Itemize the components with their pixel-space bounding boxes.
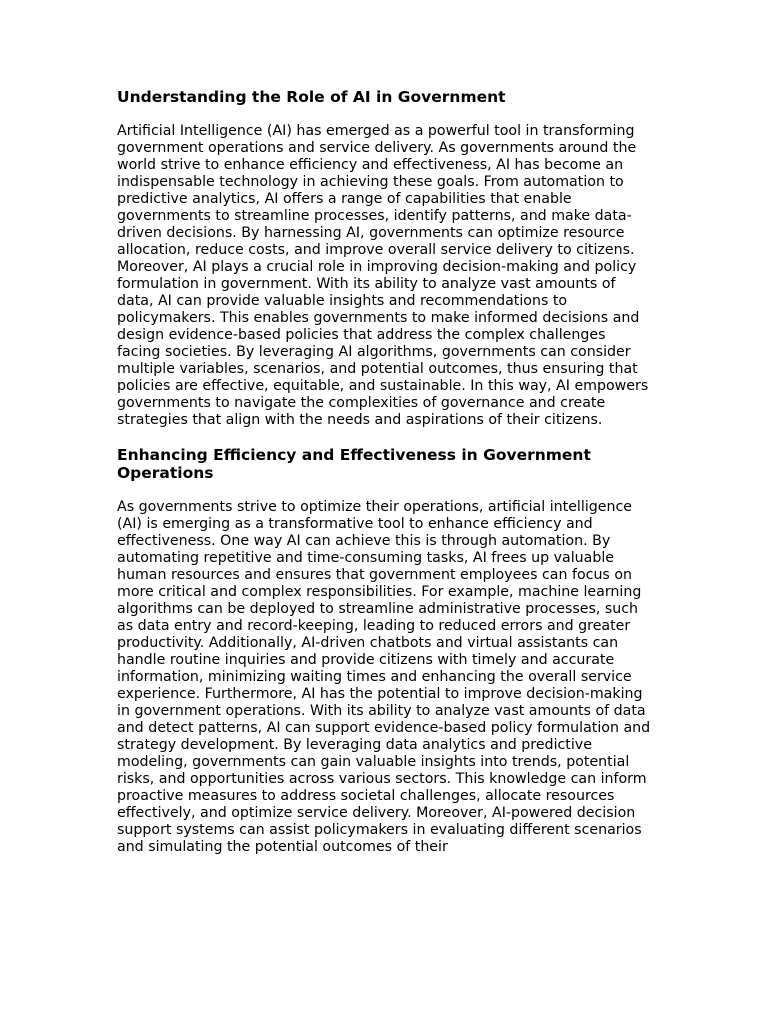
document-content [117, 86, 653, 856]
section-paragraph: As governments strive to optimize their operations, artificial intelligence (AI) is emerging as a transformative tool to enhance efficiency and effectiveness. One way AI can achieve this is through automation. By automating repetitive and time-consuming tasks, AI frees up valuable human resources and ensures that government employees can focus on more critical and complex responsibilities. For example, machine learning algorithms can be deployed to streamline administrative processes, such as data entry and record-keeping, leading to reduced errors and greater productivity. Additionally, AI-driven chatbots and virtual assistants can handle routine inquiries and provide citizens with timely and accurate information, minimizing waiting times and enhancing the overall service experience. Furthermore, AI has the potential to improve decision-making in government operations. With its ability to analyze vast amounts of data and detect patterns, AI can support evidence-based policy formulation and strategy development. By leveraging data analytics and predictive modeling, governments can gain valuable insights into trends, potential risks, and opportunities across various sectors. This knowledge can inform proactive measures to address societal challenges, allocate resources effectively, and optimize service delivery. Moreover, AI-powered decision support systems can assist policymakers in evaluating different scenarios and simulating the potential outcomes of their [117, 499, 651, 855]
section-paragraph: Artificial Intelligence (AI) has emerged as a powerful tool in transforming government operations and service delivery. As governments around the world strive to enhance efficiency and effectiveness, AI has become an indispensable technology in achieving these goals. From automation to predictive analytics, AI offers a range of capabilities that enable governments to streamline processes, identify patterns, and make data-driven decisions. By harnessing AI, governments can optimize resource allocation, reduce costs, and improve overall service delivery to citizens. Moreover, AI plays a crucial role in improving decision-making and policy formulation in government. With its ability to analyze vast amounts of data, AI can provide valuable insights and recommendations to policymakers. This enables governments to make informed decisions and design evidence-based policies that address the complex challenges facing societies. By leveraging AI algorithms, governments can consider multiple variables, scenarios, and potential outcomes, thus ensuring that policies are effective, equitable, and sustainable. In this way, AI empowers governments to navigate the complexities of governance and create strategies that align with the needs and aspirations of their citizens. [117, 123, 649, 428]
section-heading: Understanding the Role of AI in Government [117, 88, 506, 106]
section-heading: Enhancing Efficiency and Effectiveness in Government Operations [117, 446, 591, 482]
